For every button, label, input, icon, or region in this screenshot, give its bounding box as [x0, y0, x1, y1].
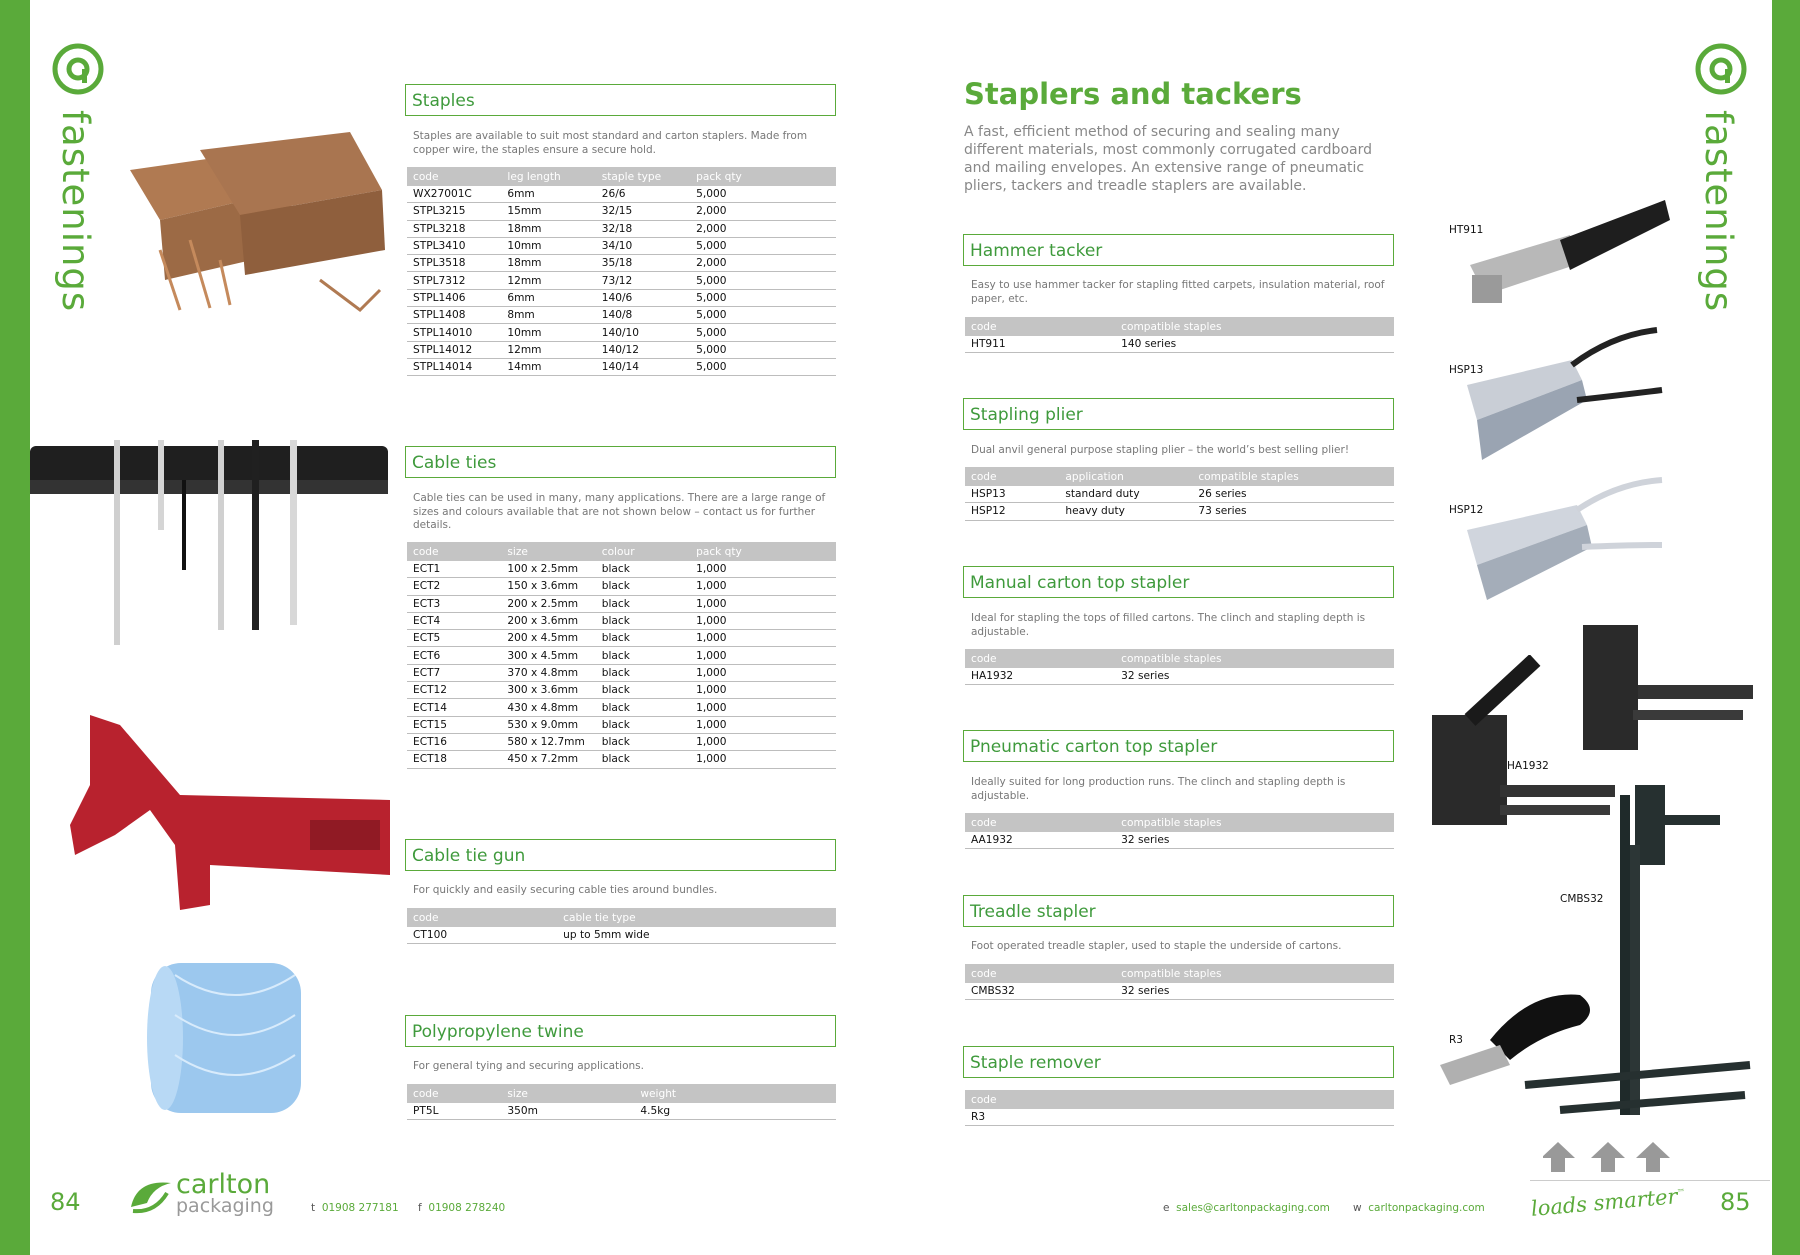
brand-subname: packaging [176, 1195, 274, 1217]
column-header: leg length [501, 167, 595, 186]
table-cell: 530 x 9.0mm [501, 716, 595, 733]
table-row [407, 647, 836, 664]
carlton-logo-icon [127, 1177, 175, 1217]
staples-title: Staples [412, 91, 475, 111]
table-cell: 35/18 [596, 255, 690, 272]
arrows-icon [1543, 1142, 1673, 1172]
table-cell: 450 x 7.2mm [501, 751, 595, 768]
manual-carton-table [965, 649, 1394, 685]
table-cell: STPL3215 [407, 203, 501, 220]
table-cell: HT911 [965, 336, 1115, 353]
table-row [407, 630, 836, 647]
column-header: code [965, 649, 1115, 668]
table-cell: black [596, 733, 690, 750]
remover-title: Staple remover [970, 1053, 1101, 1073]
table-cell: 140/6 [596, 289, 690, 306]
table-cell: 140 series [1115, 336, 1394, 353]
table-header-row [407, 908, 836, 927]
staples-table [407, 167, 836, 376]
page-number-left: 84 [50, 1188, 81, 1216]
table-cell: 5,000 [690, 341, 836, 358]
stapling-plier-table [965, 467, 1394, 521]
table-cell: black [596, 578, 690, 595]
table-cell: AA1932 [965, 832, 1115, 849]
column-header: staple type [596, 167, 690, 186]
table-cell: 200 x 3.6mm [501, 612, 595, 629]
table-cell: 32 series [1115, 668, 1394, 685]
cable-ties-title-box [405, 446, 836, 478]
table-cell: black [596, 716, 690, 733]
table-cell: 1,000 [690, 682, 836, 699]
cable-tie-gun-title: Cable tie gun [412, 846, 526, 866]
table-cell: ECT18 [407, 751, 501, 768]
ha1932-label: HA1932 [1507, 760, 1549, 772]
table-cell: 2,000 [690, 203, 836, 220]
table-row [407, 186, 836, 203]
twine-title-box [405, 1015, 836, 1047]
column-header: size [501, 542, 595, 561]
table-row [965, 503, 1394, 520]
table-cell: black [596, 682, 690, 699]
table-cell: 140/12 [596, 341, 690, 358]
table-row [407, 664, 836, 681]
table-cell: PT5L [407, 1103, 501, 1120]
treadle-description: Foot operated treadle stapler, used to staple the underside of cartons. [971, 940, 1342, 952]
table-row [407, 561, 836, 578]
table-cell: 200 x 2.5mm [501, 595, 595, 612]
table-cell: 2,000 [690, 255, 836, 272]
hammer-tacker-table [965, 317, 1394, 353]
table-cell: ECT14 [407, 699, 501, 716]
column-header: code [965, 964, 1115, 983]
table-cell: 34/10 [596, 237, 690, 254]
column-header: pack qty [690, 542, 836, 561]
table-cell: CMBS32 [965, 983, 1115, 1000]
column-header: compatible staples [1115, 964, 1394, 983]
table-row [407, 699, 836, 716]
hammer-tacker-title: Hammer tacker [970, 241, 1103, 261]
table-cell: ECT2 [407, 578, 501, 595]
treadle-title-box [963, 895, 1394, 927]
left-green-bar [0, 0, 30, 1255]
table-header-row [965, 813, 1394, 832]
table-header-row [407, 167, 836, 186]
table-cell: STPL3518 [407, 255, 501, 272]
table-cell: 18mm [501, 220, 595, 237]
table-cell: standard duty [1059, 486, 1192, 503]
table-cell: 580 x 12.7mm [501, 733, 595, 750]
email-contact: e sales@carltonpackaging.com [1163, 1202, 1330, 1214]
manual-carton-description: Ideal for stapling the tops of filled cartons. The clinch and stapling depth is adjustable. [971, 612, 1366, 638]
table-cell: 370 x 4.8mm [501, 664, 595, 681]
table-cell: 1,000 [690, 612, 836, 629]
table-cell: 1,000 [690, 716, 836, 733]
twine-title: Polypropylene twine [412, 1022, 584, 1042]
table-cell: 300 x 3.6mm [501, 682, 595, 699]
table-cell: 300 x 4.5mm [501, 647, 595, 664]
table-cell: 5,000 [690, 324, 836, 341]
remover-table [965, 1090, 1394, 1126]
hsp13-label: HSP13 [1449, 364, 1484, 376]
table-cell: black [596, 751, 690, 768]
table-cell: heavy duty [1059, 503, 1192, 520]
table-header-row [407, 542, 836, 561]
table-cell: black [596, 561, 690, 578]
column-header: weight [634, 1084, 836, 1103]
table-cell: 32/18 [596, 220, 690, 237]
table-row [407, 1103, 836, 1120]
hsp12-label: HSP12 [1449, 504, 1484, 516]
table-row [965, 336, 1394, 353]
table-cell: ECT16 [407, 733, 501, 750]
phone-contact: t 01908 277181 [311, 1202, 399, 1214]
table-cell: ECT6 [407, 647, 501, 664]
hammer-tacker-photo [1460, 195, 1675, 315]
table-cell: 100 x 2.5mm [501, 561, 595, 578]
page-intro: A fast, efficient method of securing and sealing many different materials, most commonly corrugated cardboard and mailing envelopes. An extensive range of pneumatic pliers, tackers and treadle staplers are available. [964, 124, 1372, 194]
table-cell: STPL14012 [407, 341, 501, 358]
table-cell: up to 5mm wide [557, 927, 836, 944]
table-cell: ECT7 [407, 664, 501, 681]
table-cell: 18mm [501, 255, 595, 272]
table-cell: STPL7312 [407, 272, 501, 289]
table-cell: ECT4 [407, 612, 501, 629]
table-cell: 150 x 3.6mm [501, 578, 595, 595]
table-row [407, 272, 836, 289]
table-cell: 140/8 [596, 307, 690, 324]
stapling-plier-title-box [963, 398, 1394, 430]
table-cell: black [596, 630, 690, 647]
column-header: pack qty [690, 167, 836, 186]
column-header: compatible staples [1115, 649, 1394, 668]
column-header: code [407, 1084, 501, 1103]
table-row [407, 220, 836, 237]
table-cell: 6mm [501, 289, 595, 306]
side-tab-label-left: fastenings [54, 110, 97, 313]
table-row [407, 733, 836, 750]
twine-photo [145, 955, 305, 1125]
table-cell: STPL1408 [407, 307, 501, 324]
column-header: code [965, 813, 1115, 832]
table-cell: black [596, 647, 690, 664]
table-header-row [965, 649, 1394, 668]
staple-remover-photo [1430, 990, 1600, 1090]
table-cell: black [596, 664, 690, 681]
table-cell: R3 [965, 1109, 1394, 1126]
table-cell: 1,000 [690, 664, 836, 681]
table-cell: 6mm [501, 186, 595, 203]
table-cell: 5,000 [690, 289, 836, 306]
table-header-row [965, 467, 1394, 486]
column-header: colour [596, 542, 690, 561]
r3-label: R3 [1449, 1034, 1463, 1046]
table-header-row [965, 964, 1394, 983]
fax-contact: f 01908 278240 [418, 1202, 506, 1214]
table-cell: STPL3218 [407, 220, 501, 237]
pneumatic-carton-description: Ideally suited for long production runs. The clinch and stapling depth is adjustable. [971, 776, 1346, 802]
cmbs32-label: CMBS32 [1560, 893, 1604, 905]
web-contact: w carltonpackaging.com [1353, 1202, 1485, 1214]
table-row [965, 486, 1394, 503]
table-cell: 200 x 4.5mm [501, 630, 595, 647]
table-cell: 4.5kg [634, 1103, 836, 1120]
hammer-tacker-description: Easy to use hammer tacker for stapling fitted carpets, insulation material, roof paper, etc. [971, 279, 1385, 305]
table-row [965, 832, 1394, 849]
table-cell: 73 series [1192, 503, 1394, 520]
twine-table [407, 1084, 836, 1120]
cable-ties-photo [30, 440, 388, 650]
table-row [407, 612, 836, 629]
table-cell: 12mm [501, 341, 595, 358]
table-cell: 5,000 [690, 272, 836, 289]
pneumatic-carton-title: Pneumatic carton top stapler [970, 737, 1218, 757]
staples-description: Staples are available to suit most standard and carton staplers. Made from copper wire, the staples ensure a secure hold. [413, 130, 808, 156]
hammer-tacker-title-box [963, 234, 1394, 266]
table-cell: 5,000 [690, 237, 836, 254]
cable-tie-gun-description: For quickly and easily securing cable ties around bundles. [413, 884, 718, 896]
table-row [407, 289, 836, 306]
table-cell: 26 series [1192, 486, 1394, 503]
table-row [407, 578, 836, 595]
side-tab-label-right: fastenings [1697, 110, 1740, 313]
table-row [407, 341, 836, 358]
table-cell: 32 series [1115, 832, 1394, 849]
right-green-bar [1772, 0, 1800, 1255]
table-cell: 1,000 [690, 733, 836, 750]
table-cell: 5,000 [690, 186, 836, 203]
pneumatic-carton-table [965, 813, 1394, 849]
table-cell: HSP12 [965, 503, 1059, 520]
table-cell: 14mm [501, 358, 595, 375]
table-row [965, 1109, 1394, 1126]
table-row [407, 682, 836, 699]
stapling-plier-title: Stapling plier [970, 405, 1083, 425]
table-cell: 12mm [501, 272, 595, 289]
table-cell: 73/12 [596, 272, 690, 289]
table-row [965, 983, 1394, 1000]
table-cell: 26/6 [596, 186, 690, 203]
table-cell: HA1932 [965, 668, 1115, 685]
table-cell: black [596, 595, 690, 612]
table-cell: STPL3410 [407, 237, 501, 254]
table-row [407, 324, 836, 341]
table-row [407, 307, 836, 324]
table-header-row [965, 317, 1394, 336]
footer-divider [1530, 1180, 1770, 1181]
column-header: code [965, 467, 1059, 486]
table-row [407, 358, 836, 375]
table-header-row [965, 1090, 1394, 1109]
table-cell: 1,000 [690, 595, 836, 612]
table-cell: 1,000 [690, 699, 836, 716]
table-cell: black [596, 612, 690, 629]
column-header: size [501, 1084, 634, 1103]
ht911-label: HT911 [1449, 224, 1484, 236]
page-title: Staplers and tackers [964, 77, 1302, 111]
cable-ties-title: Cable ties [412, 453, 497, 473]
table-row [407, 751, 836, 768]
table-cell: 140/14 [596, 358, 690, 375]
table-cell: CT100 [407, 927, 557, 944]
table-cell: ECT1 [407, 561, 501, 578]
table-cell: STPL1406 [407, 289, 501, 306]
remover-title-box [963, 1046, 1394, 1078]
table-cell: 15mm [501, 203, 595, 220]
table-cell: 1,000 [690, 578, 836, 595]
column-header: cable tie type [557, 908, 836, 927]
staples-photo [120, 130, 400, 320]
fastenings-logo-icon [1694, 42, 1748, 96]
table-row [407, 716, 836, 733]
column-header: compatible staples [1115, 813, 1394, 832]
column-header: code [407, 167, 501, 186]
table-cell: 2,000 [690, 220, 836, 237]
table-header-row [407, 1084, 836, 1103]
twine-description: For general tying and securing applications. [413, 1060, 644, 1072]
table-cell: ECT15 [407, 716, 501, 733]
table-cell: STPL14014 [407, 358, 501, 375]
column-header: code [965, 1090, 1394, 1109]
table-cell: STPL14010 [407, 324, 501, 341]
table-cell: 140/10 [596, 324, 690, 341]
fastenings-logo-icon [51, 42, 105, 96]
cable-tie-gun-title-box [405, 839, 836, 871]
table-cell: 10mm [501, 324, 595, 341]
manual-carton-title-box [963, 566, 1394, 598]
table-cell: ECT12 [407, 682, 501, 699]
stapling-plier-hsp13-photo [1462, 325, 1667, 465]
table-row [407, 203, 836, 220]
treadle-title: Treadle stapler [970, 902, 1096, 922]
table-cell: 1,000 [690, 561, 836, 578]
stapling-plier-hsp12-photo [1462, 475, 1667, 605]
table-cell: 10mm [501, 237, 595, 254]
pneumatic-carton-title-box [963, 730, 1394, 762]
cable-tie-gun-photo [60, 715, 390, 915]
manual-carton-title: Manual carton top stapler [970, 573, 1190, 593]
tagline: loads smarter™ [1530, 1184, 1686, 1221]
table-cell: 5,000 [690, 307, 836, 324]
table-cell: 32 series [1115, 983, 1394, 1000]
table-row [407, 255, 836, 272]
table-cell: WX27001C [407, 186, 501, 203]
table-cell: black [596, 699, 690, 716]
table-cell: 430 x 4.8mm [501, 699, 595, 716]
table-row [965, 668, 1394, 685]
column-header: code [407, 908, 557, 927]
table-row [407, 595, 836, 612]
cable-tie-gun-table [407, 908, 836, 944]
staples-title-box [405, 84, 836, 116]
page-number-right: 85 [1720, 1188, 1751, 1216]
column-header: code [407, 542, 501, 561]
table-cell: 8mm [501, 307, 595, 324]
column-header: application [1059, 467, 1192, 486]
column-header: code [965, 317, 1115, 336]
table-cell: 1,000 [690, 751, 836, 768]
cable-ties-table [407, 542, 836, 769]
table-row [407, 927, 836, 944]
column-header: compatible staples [1192, 467, 1394, 486]
table-cell: 350m [501, 1103, 634, 1120]
table-cell: 5,000 [690, 358, 836, 375]
treadle-table [965, 964, 1394, 1000]
table-cell: HSP13 [965, 486, 1059, 503]
table-cell: 1,000 [690, 630, 836, 647]
brand-name: carlton [176, 1169, 271, 1200]
table-row [407, 237, 836, 254]
table-cell: 1,000 [690, 647, 836, 664]
table-cell: 32/15 [596, 203, 690, 220]
stapling-plier-description: Dual anvil general purpose stapling plier – the world’s best selling plier! [971, 444, 1350, 456]
table-cell: ECT3 [407, 595, 501, 612]
column-header: compatible staples [1115, 317, 1394, 336]
cable-ties-description: Cable ties can be used in many, many applications. There are a large range of sizes and colours available that are not shown below – contact us for further details. [413, 492, 826, 531]
table-cell: ECT5 [407, 630, 501, 647]
